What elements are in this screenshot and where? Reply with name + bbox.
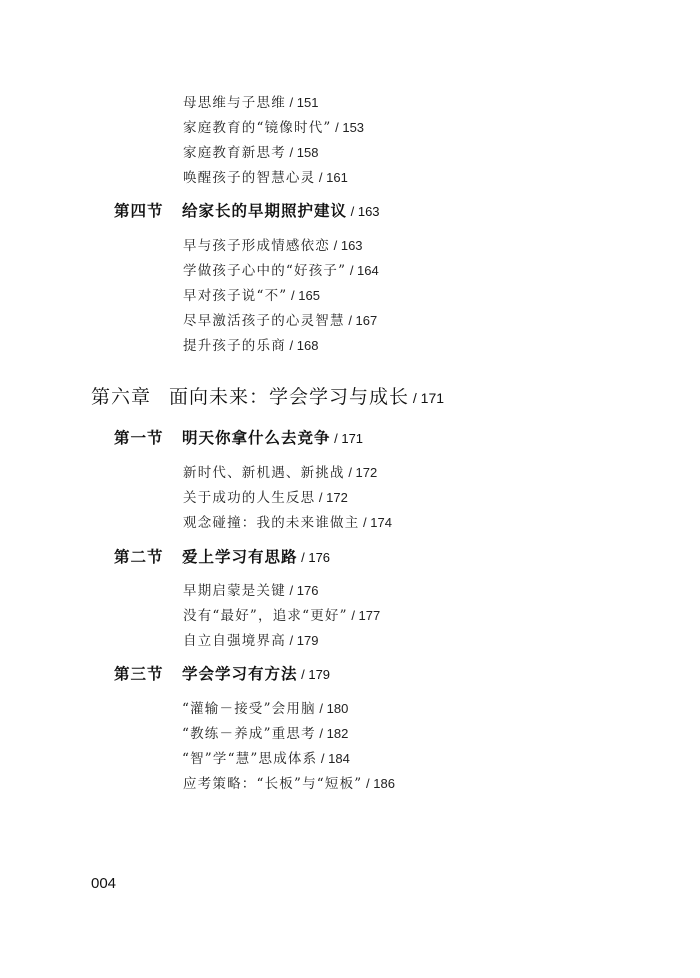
toc-chapter-title: 面向未来：学会学习与成长 bbox=[169, 386, 410, 408]
toc-subentry bbox=[183, 166, 348, 186]
toc-subentry-title: 早对孩子说“不” bbox=[183, 288, 288, 304]
toc-subentry bbox=[183, 234, 363, 254]
toc-page-number: / 177 bbox=[347, 608, 381, 623]
toc-section bbox=[114, 545, 330, 567]
toc-section-number: 第一节 bbox=[114, 428, 164, 447]
toc-subentry-title: 早与孩子形成情感依恋 bbox=[183, 238, 330, 254]
toc-section-number: 第二节 bbox=[114, 547, 164, 566]
toc-subentry-title: 关于成功的人生反思 bbox=[183, 490, 316, 506]
toc-subentry bbox=[183, 629, 318, 649]
toc-page-number: / 176 bbox=[285, 583, 319, 598]
toc-section-number: 第三节 bbox=[114, 664, 164, 683]
toc-subentry-title: 家庭教育的“镜像时代” bbox=[183, 120, 332, 136]
toc-page-number: / 179 bbox=[285, 633, 319, 648]
toc-subentry-title: 母思维与子思维 bbox=[183, 95, 286, 111]
toc-page-number: / 153 bbox=[331, 120, 365, 135]
toc-subentry-title: 提升孩子的乐商 bbox=[183, 338, 286, 354]
toc-page-number: / 176 bbox=[297, 550, 331, 565]
toc-subentry bbox=[183, 772, 395, 792]
toc-page-number: / 167 bbox=[344, 313, 378, 328]
toc-section bbox=[114, 662, 330, 684]
toc-page-number: / 184 bbox=[317, 751, 350, 766]
toc-page-number: / 172 bbox=[344, 465, 378, 480]
toc-subentry-title: 自立自强境界高 bbox=[183, 633, 286, 649]
toc-section-title: 给家长的早期照护建议 bbox=[182, 201, 348, 220]
toc-section-title: 爱上学习有思路 bbox=[182, 547, 298, 566]
toc-section bbox=[114, 426, 363, 448]
toc-page-number: / 180 bbox=[315, 701, 349, 716]
toc-page-number: / 163 bbox=[347, 204, 380, 219]
toc-subentry-title: “教练－养成”重思考 bbox=[182, 726, 316, 742]
toc-page-number: / 179 bbox=[297, 667, 331, 682]
toc-subentry-title: 早期启蒙是关键 bbox=[183, 583, 286, 599]
toc-subentry bbox=[183, 91, 318, 111]
toc-subentry bbox=[183, 116, 364, 136]
toc-chapter bbox=[91, 382, 444, 409]
toc-section-title: 学会学习有方法 bbox=[182, 664, 298, 683]
toc-subentry bbox=[183, 141, 318, 161]
toc-subentry-title: 家庭教育新思考 bbox=[183, 145, 286, 161]
toc-section-title: 明天你拿什么去竞争 bbox=[182, 428, 331, 447]
toc-page-number: / 168 bbox=[285, 338, 319, 353]
toc-subentry bbox=[183, 486, 348, 506]
toc-page-number: / 186 bbox=[362, 776, 395, 791]
toc-subentry bbox=[183, 579, 318, 599]
toc-subentry-title: 新时代、新机遇、新挑战 bbox=[183, 465, 345, 481]
toc-subentry bbox=[183, 284, 320, 304]
toc-subentry bbox=[183, 334, 318, 354]
toc-subentry-title: “灌输－接受”会用脑 bbox=[182, 701, 316, 717]
toc-page-number: / 163 bbox=[330, 238, 363, 253]
toc-subentry-title: 观念碰撞：我的未来谁做主 bbox=[183, 515, 360, 531]
toc-subentry bbox=[183, 604, 380, 624]
page-folio-number: 004 bbox=[91, 875, 117, 892]
toc-subentry bbox=[182, 722, 348, 742]
toc-subentry bbox=[183, 309, 377, 329]
toc-subentry-title: “智”学“慧”思成体系 bbox=[182, 751, 318, 767]
toc-section bbox=[114, 199, 380, 221]
toc-subentry bbox=[183, 511, 392, 531]
toc-section-number: 第四节 bbox=[114, 201, 164, 220]
toc-page-number: / 171 bbox=[409, 390, 445, 406]
toc-page-number: / 164 bbox=[346, 263, 379, 278]
toc-page-number: / 165 bbox=[287, 288, 320, 303]
toc-subentry-title: 唤醒孩子的智慧心灵 bbox=[183, 170, 316, 186]
toc-subentry bbox=[183, 259, 379, 279]
toc-page-number: / 174 bbox=[359, 515, 392, 530]
toc-page-number: / 172 bbox=[315, 490, 348, 505]
toc-subentry bbox=[183, 461, 377, 481]
toc-subentry-title: 应考策略：“长板”与“短板” bbox=[183, 776, 363, 792]
toc-subentry bbox=[182, 697, 348, 717]
toc-subentry bbox=[182, 747, 350, 767]
toc-page-number: / 182 bbox=[315, 726, 349, 741]
toc-page-number: / 151 bbox=[285, 95, 319, 110]
toc-subentry-title: 没有“最好”，追求“更好” bbox=[183, 608, 348, 624]
toc-chapter-number: 第六章 bbox=[91, 386, 152, 408]
toc-subentry-title: 尽早激活孩子的心灵智慧 bbox=[183, 313, 345, 329]
toc-page-number: / 171 bbox=[330, 431, 364, 446]
toc-page-number: / 161 bbox=[315, 170, 348, 185]
toc-subentry-title: 学做孩子心中的“好孩子” bbox=[183, 263, 347, 279]
toc-page-number: / 158 bbox=[285, 145, 319, 160]
